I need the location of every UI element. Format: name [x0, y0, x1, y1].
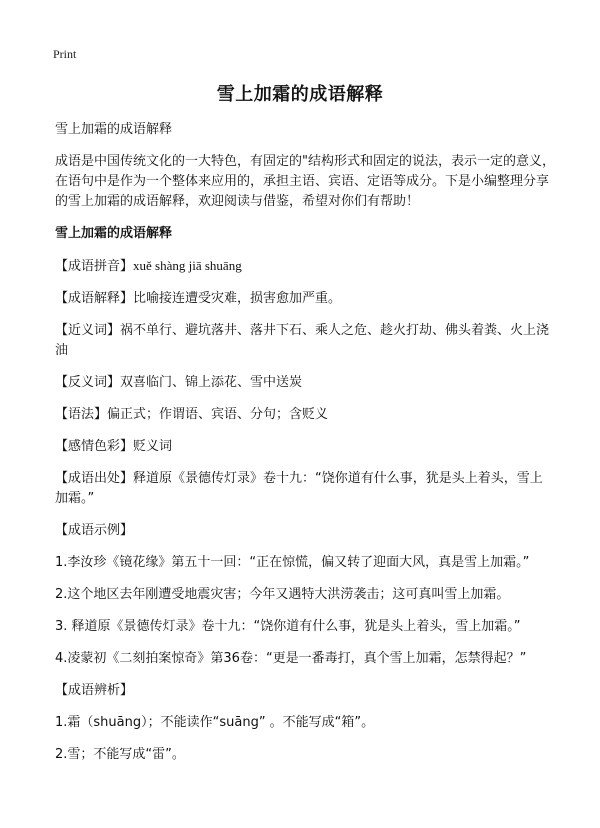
- item-sentiment: [55, 437, 555, 457]
- item-label: 【感情色彩】: [55, 439, 134, 454]
- item-label: 【成语解释】: [55, 291, 134, 306]
- item-grammar: [55, 405, 555, 425]
- example-item: 4.凌蒙初《二刻拍案惊奇》第36卷：“更是一番毒打，真个雪上加霜，怎禁得起？”: [55, 651, 527, 666]
- example-item: 1.李汝珍《镜花缘》第五十一回：“正在惊慌，偏又转了迎面大风，真是雪上加霜。”: [55, 555, 530, 570]
- item-text: 祸不单行、避坑落井、落井下石、乘人之危、趁火打劫、佛头着粪、火上浇油: [55, 323, 550, 358]
- item-label: 【成语出处】: [55, 471, 134, 486]
- article-body: [55, 120, 555, 765]
- item-label: 【成语辨析】: [55, 683, 134, 698]
- page-title: 雪上加霜的成语解释: [216, 84, 384, 105]
- article-subtitle: 雪上加霜的成语解释: [55, 122, 173, 137]
- item-analysis-heading: [55, 681, 555, 701]
- item-label: 【成语示例】: [55, 523, 134, 538]
- example-item: 3. 释道原《景德传灯录》卷十九：“饶你道有什么事，犹是头上着头，雪上加霜。”: [55, 619, 521, 634]
- item-text: 偏正式；作谓语、宾语、分句；含贬义: [107, 407, 329, 422]
- print-link[interactable]: Print: [53, 47, 77, 61]
- analysis-item: 1.霜（shuāng）；不能读作“suāng” 。不能写成“箱”。: [55, 715, 375, 730]
- item-definition: [55, 289, 555, 309]
- item-label: 【近义词】: [55, 323, 121, 338]
- item-antonyms: [55, 373, 555, 393]
- item-text: 贬义词: [133, 439, 173, 454]
- item-label: 【成语拼音】: [55, 259, 134, 274]
- item-text: 释道原《景德传灯录》卷十九：“饶你道有什么事，犹是头上着头，雪上加霜。”: [55, 471, 543, 506]
- section-heading: 雪上加霜的成语解释: [55, 226, 173, 241]
- item-label: 【反义词】: [55, 375, 121, 390]
- item-synonyms: [55, 321, 555, 361]
- example-item: 2.这个地区去年刚遭受地震灾害；今年又遇特大洪涝袭击；这可真叫雪上加霜。: [55, 587, 510, 602]
- item-source: [55, 469, 555, 509]
- item-examples-heading: [55, 521, 555, 541]
- intro-paragraph: 成语是中国传统文化的一大特色，有固定的"结构形式和固定的说法，表示一定的意义，在语句中是作为一个整体来应用的，承担主语、宾语、定语等成分。下是小编整理分享的雪上加霜的成语解释，欢迎阅读与借鉴，希望对你们有帮助！: [55, 154, 555, 209]
- item-label: 【语法】: [55, 407, 108, 422]
- pinyin-text: xuě shàng jiā shuāng: [133, 258, 242, 273]
- analysis-item: 2.雪；不能写成“雷”。: [55, 747, 185, 762]
- item-pinyin: [55, 256, 555, 277]
- item-text: 双喜临门、锦上添花、雪中送炭: [120, 375, 303, 390]
- item-text: 比喻接连遭受灾难，损害愈加严重。: [133, 291, 342, 306]
